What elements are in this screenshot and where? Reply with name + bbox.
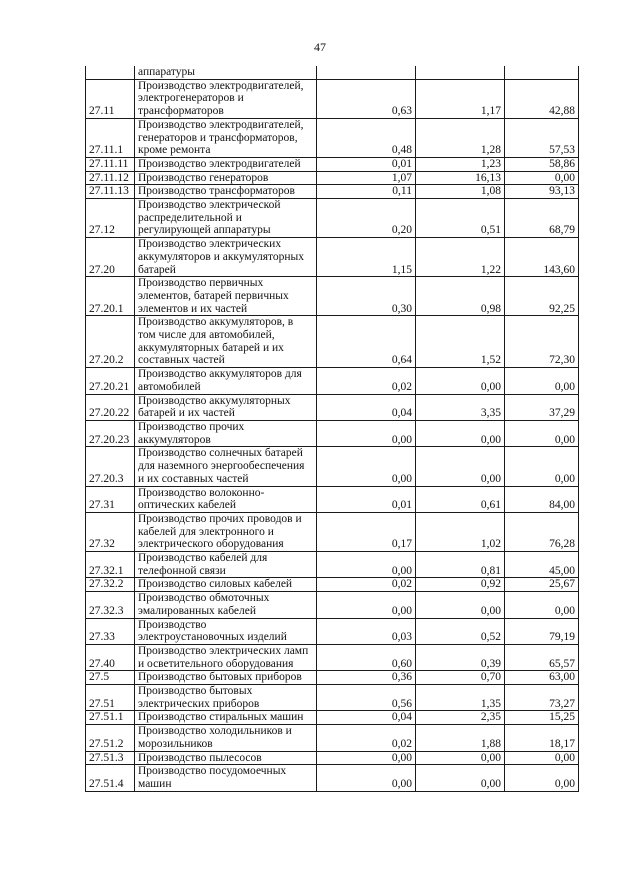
row-value-1: 0,48 — [317, 118, 416, 157]
row-name: Производство аккумуляторов для автомобилей — [135, 368, 317, 394]
table-row — [86, 277, 579, 316]
row-name: Производство электродвигателей — [135, 157, 317, 171]
row-name: Производство холодильников и морозильников — [135, 725, 317, 751]
row-value-1: 0,02 — [317, 725, 416, 751]
row-code: 27.51.4 — [86, 765, 135, 791]
row-code: 27.11.12 — [86, 171, 135, 185]
row-code: 27.11.1 — [86, 118, 135, 157]
table-row — [86, 685, 579, 711]
table-row — [86, 199, 579, 238]
row-name: Производство трансформаторов — [135, 185, 317, 199]
row-value-2: 0,52 — [416, 618, 505, 644]
row-value-1: 0,00 — [317, 592, 416, 618]
table-row — [86, 368, 579, 394]
table-row — [86, 420, 579, 446]
row-name: Производство бытовых приборов — [135, 671, 317, 685]
row-value-3: 93,13 — [505, 185, 579, 199]
row-code: 27.5 — [86, 671, 135, 685]
row-code: 27.12 — [86, 199, 135, 238]
table-row — [86, 552, 579, 578]
table-row — [86, 751, 579, 765]
page-number: 47 — [314, 40, 326, 54]
row-value-2: 0,61 — [416, 486, 505, 512]
row-code: 27.40 — [86, 644, 135, 670]
row-value-1: 0,64 — [317, 316, 416, 368]
row-code: 27.32.3 — [86, 592, 135, 618]
row-name: Производство бытовых электрических приборов — [135, 685, 317, 711]
row-value-2: 1,22 — [416, 238, 505, 277]
row-value-3: 92,25 — [505, 277, 579, 316]
row-value-1: 0,02 — [317, 368, 416, 394]
row-value-1: 0,00 — [317, 765, 416, 791]
row-value-1: 1,15 — [317, 238, 416, 277]
row-value-2: 0,39 — [416, 644, 505, 670]
row-value-2: 0,00 — [416, 765, 505, 791]
data-table — [85, 66, 579, 792]
row-value-1: 0,36 — [317, 671, 416, 685]
row-value-1: 0,17 — [317, 512, 416, 551]
row-code: 27.20 — [86, 238, 135, 277]
row-value-1: 0,03 — [317, 618, 416, 644]
table-row — [86, 644, 579, 670]
row-value-3: 143,60 — [505, 238, 579, 277]
table-row — [86, 578, 579, 592]
row-value-2: 16,13 — [416, 171, 505, 185]
row-value-3: 76,28 — [505, 512, 579, 551]
row-name: Производство прочих аккумуляторов — [135, 420, 317, 446]
row-code: 27.51.2 — [86, 725, 135, 751]
row-code: 27.32.2 — [86, 578, 135, 592]
row-value-2: 1,23 — [416, 157, 505, 171]
row-value-3: 0,00 — [505, 171, 579, 185]
row-value-3: 25,67 — [505, 578, 579, 592]
row-code: 27.31 — [86, 486, 135, 512]
row-code: 27.20.2 — [86, 316, 135, 368]
row-value-3: 65,57 — [505, 644, 579, 670]
row-value-1: 0,63 — [317, 79, 416, 118]
row-value-3: 42,88 — [505, 79, 579, 118]
row-value-1: 0,00 — [317, 552, 416, 578]
row-name: Производство электродвигателей, генераторов и трансформаторов, кроме ремонта — [135, 118, 317, 157]
row-name: Производство посудомоечных машин — [135, 765, 317, 791]
table-row — [86, 157, 579, 171]
row-code: 27.11.11 — [86, 157, 135, 171]
row-value-1 — [317, 66, 416, 79]
table-row — [86, 185, 579, 199]
table-row — [86, 711, 579, 725]
row-value-2: 0,70 — [416, 671, 505, 685]
row-name: Производство прочих проводов и кабелей для электронного и электрического оборудования — [135, 512, 317, 551]
row-code: 27.32.1 — [86, 552, 135, 578]
row-value-1: 0,00 — [317, 751, 416, 765]
row-value-1: 0,00 — [317, 420, 416, 446]
row-code: 27.20.23 — [86, 420, 135, 446]
row-value-2: 0,00 — [416, 592, 505, 618]
row-value-3: 0,00 — [505, 368, 579, 394]
row-value-1: 0,11 — [317, 185, 416, 199]
row-code: 27.51.3 — [86, 751, 135, 765]
table-row — [86, 394, 579, 420]
row-value-3: 58,86 — [505, 157, 579, 171]
row-name: Производство электрической распределительной и регулирующей аппаратуры — [135, 199, 317, 238]
row-value-2: 0,51 — [416, 199, 505, 238]
row-name: Производство обмоточных эмалированных кабелей — [135, 592, 317, 618]
row-value-3: 57,53 — [505, 118, 579, 157]
row-value-3: 0,00 — [505, 765, 579, 791]
row-value-2: 0,92 — [416, 578, 505, 592]
row-value-3: 45,00 — [505, 552, 579, 578]
row-code: 27.11 — [86, 79, 135, 118]
row-value-2: 0,00 — [416, 751, 505, 765]
table-row — [86, 592, 579, 618]
row-value-3: 0,00 — [505, 592, 579, 618]
row-value-3: 79,19 — [505, 618, 579, 644]
row-code: 27.33 — [86, 618, 135, 644]
row-value-1: 0,00 — [317, 447, 416, 486]
row-value-2: 0,00 — [416, 368, 505, 394]
row-name: Производство электроустановочных изделий — [135, 618, 317, 644]
row-code: 27.11.13 — [86, 185, 135, 199]
row-value-1: 0,20 — [317, 199, 416, 238]
row-value-3: 37,29 — [505, 394, 579, 420]
row-value-1: 0,04 — [317, 394, 416, 420]
row-value-1: 0,56 — [317, 685, 416, 711]
row-value-1: 1,07 — [317, 171, 416, 185]
row-name: Производство силовых кабелей — [135, 578, 317, 592]
row-code: 27.20.21 — [86, 368, 135, 394]
row-value-2 — [416, 66, 505, 79]
row-value-2: 0,98 — [416, 277, 505, 316]
row-value-2: 1,35 — [416, 685, 505, 711]
row-name: Производство электрических аккумуляторов и аккумуляторных батарей — [135, 238, 317, 277]
row-value-3: 0,00 — [505, 447, 579, 486]
row-code: 27.51.1 — [86, 711, 135, 725]
row-value-3: 63,00 — [505, 671, 579, 685]
row-value-2: 0,81 — [416, 552, 505, 578]
table-row — [86, 512, 579, 551]
row-name: Производство кабелей для телефонной связи — [135, 552, 317, 578]
row-code: 27.20.1 — [86, 277, 135, 316]
row-name: Производство электрических ламп и осветительного оборудования — [135, 644, 317, 670]
row-name: аппаратуры — [135, 66, 317, 79]
row-value-2: 1,28 — [416, 118, 505, 157]
row-name: Производство солнечных батарей для наземного энергообеспечения и их составных частей — [135, 447, 317, 486]
row-value-3: 68,79 — [505, 199, 579, 238]
row-value-2: 0,00 — [416, 420, 505, 446]
row-value-3: 0,00 — [505, 420, 579, 446]
table-row — [86, 765, 579, 791]
row-value-3: 72,30 — [505, 316, 579, 368]
table-row — [86, 447, 579, 486]
row-value-2: 3,35 — [416, 394, 505, 420]
table-row — [86, 171, 579, 185]
row-name: Производство электродвигателей, электрогенераторов и трансформаторов — [135, 79, 317, 118]
row-name: Производство стиральных машин — [135, 711, 317, 725]
table-row — [86, 66, 579, 79]
table-body — [86, 66, 579, 791]
table-row — [86, 118, 579, 157]
row-value-2: 1,08 — [416, 185, 505, 199]
row-name: Производство первичных элементов, батарей первичных элементов и их частей — [135, 277, 317, 316]
row-value-2: 2,35 — [416, 711, 505, 725]
row-value-3: 15,25 — [505, 711, 579, 725]
table-row — [86, 238, 579, 277]
row-name: Производство аккумуляторов, в том числе для автомобилей, аккумуляторных батарей и их составных частей — [135, 316, 317, 368]
table-row — [86, 618, 579, 644]
row-value-2: 1,17 — [416, 79, 505, 118]
table-row — [86, 316, 579, 368]
row-value-1: 0,02 — [317, 578, 416, 592]
row-value-3: 84,00 — [505, 486, 579, 512]
row-name: Производство генераторов — [135, 171, 317, 185]
row-value-2: 1,88 — [416, 725, 505, 751]
row-value-1: 0,01 — [317, 157, 416, 171]
row-code: 27.32 — [86, 512, 135, 551]
row-value-1: 0,01 — [317, 486, 416, 512]
row-value-2: 0,00 — [416, 447, 505, 486]
row-value-3: 73,27 — [505, 685, 579, 711]
row-value-2: 1,02 — [416, 512, 505, 551]
row-value-3 — [505, 66, 579, 79]
row-code: 27.20.3 — [86, 447, 135, 486]
row-name: Производство волоконно-оптических кабелей — [135, 486, 317, 512]
row-value-1: 0,04 — [317, 711, 416, 725]
table-row — [86, 79, 579, 118]
table-row — [86, 486, 579, 512]
table-row — [86, 671, 579, 685]
row-value-1: 0,30 — [317, 277, 416, 316]
row-value-3: 18,17 — [505, 725, 579, 751]
row-name: Производство аккумуляторных батарей и их частей — [135, 394, 317, 420]
row-code — [86, 66, 135, 79]
row-value-1: 0,60 — [317, 644, 416, 670]
row-name: Производство пылесосов — [135, 751, 317, 765]
row-value-3: 0,00 — [505, 751, 579, 765]
row-code: 27.20.22 — [86, 394, 135, 420]
table-row — [86, 725, 579, 751]
row-value-2: 1,52 — [416, 316, 505, 368]
row-code: 27.51 — [86, 685, 135, 711]
